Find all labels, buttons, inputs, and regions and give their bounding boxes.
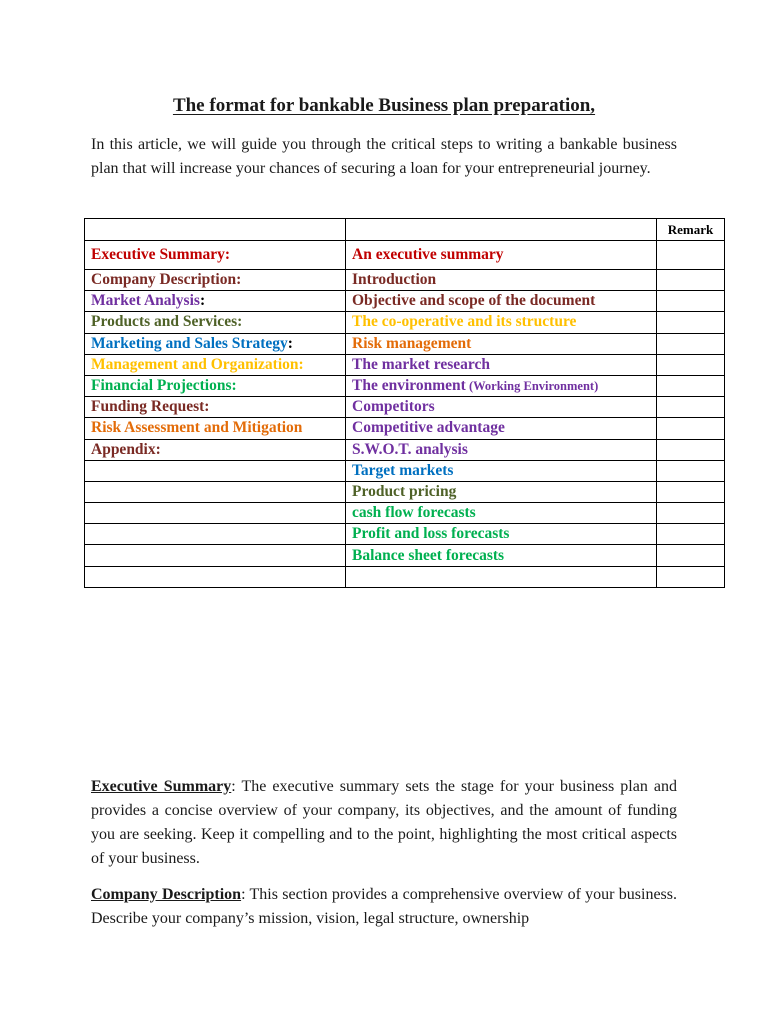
section-cell — [85, 418, 346, 439]
remark-cell — [657, 333, 725, 354]
table-row — [85, 270, 725, 291]
section-cell — [85, 333, 346, 354]
content-label: An executive summary — [352, 246, 504, 263]
content-label: Introduction — [352, 271, 437, 289]
section-label: Executive Summary: — [91, 246, 231, 263]
section-text: : This section provides a comprehensive overview of your business. Describe your company’s mission, vision, legal structure, ownership — [91, 886, 678, 927]
section-label: Funding Request: — [91, 398, 210, 416]
section-cell — [85, 566, 346, 587]
content-cell — [346, 545, 657, 566]
section-label: Risk Assessment and Mitigation — [91, 419, 303, 437]
content-label: The market research — [352, 355, 491, 373]
table-row — [85, 524, 725, 545]
section-label: Market Analysis — [91, 292, 200, 310]
section-label-colon: : — [287, 334, 293, 352]
section-text: : The executive summary sets the stage for your business plan and provides a concise overview of your company, its objectives, and the amount of funding you are seeking. Keep it compelling and to the point, highlighting the most critical aspects of your business. — [91, 778, 678, 867]
content-label: Competitive advantage — [352, 419, 505, 437]
section-label: Company Description: — [91, 271, 242, 289]
section-cell — [85, 241, 346, 270]
content-cell — [346, 333, 657, 354]
section-cell — [85, 481, 346, 502]
content-cell — [346, 270, 657, 291]
sections-body — [91, 775, 677, 943]
section-cell — [85, 545, 346, 566]
content-note: (Working Environment) — [465, 379, 599, 394]
section-label: Financial Projections: — [91, 377, 237, 395]
table-row — [85, 397, 725, 418]
remark-cell — [657, 418, 725, 439]
table-row — [85, 312, 725, 333]
section-label: Products and Services: — [91, 313, 243, 331]
content-cell — [346, 460, 657, 481]
remark-cell — [657, 270, 725, 291]
remark-cell — [657, 241, 725, 270]
remark-cell — [657, 481, 725, 502]
table-row — [85, 241, 725, 270]
content-cell — [346, 503, 657, 524]
content-cell — [346, 241, 657, 270]
table-row — [85, 481, 725, 502]
header-cell-middle — [346, 219, 657, 241]
content-label: Profit and loss forecasts — [352, 525, 510, 543]
remark-cell — [657, 375, 725, 396]
content-label: cash flow forecasts — [352, 504, 476, 522]
table-header-row — [85, 219, 725, 241]
content-label: Competitors — [352, 398, 435, 416]
content-cell — [346, 312, 657, 333]
remark-cell — [657, 291, 725, 312]
header-cell-remark: Remark — [657, 219, 725, 241]
content-cell — [346, 397, 657, 418]
table-row — [85, 566, 725, 587]
remark-cell — [657, 312, 725, 333]
remark-cell — [657, 503, 725, 524]
content-label: Target markets — [352, 461, 454, 479]
section-label-colon: : — [199, 292, 206, 310]
section-cell — [85, 375, 346, 396]
table-row — [85, 333, 725, 354]
document-title: The format for bankable Business plan preparation, — [172, 95, 596, 116]
remark-cell — [657, 566, 725, 587]
table-row — [85, 503, 725, 524]
table-row — [85, 439, 725, 460]
content-label: The co-operative and its structure — [352, 313, 577, 331]
section-cell — [85, 460, 346, 481]
table-row — [85, 291, 725, 312]
section-cell — [85, 354, 346, 375]
table-row — [85, 545, 725, 566]
remark-cell — [657, 545, 725, 566]
table-row — [85, 418, 725, 439]
table-row — [85, 460, 725, 481]
remark-cell — [657, 524, 725, 545]
content-cell — [346, 375, 657, 396]
content-label: Objective and scope of the document — [352, 292, 596, 310]
section-heading: Company Description — [91, 886, 242, 903]
content-cell — [346, 566, 657, 587]
section-cell — [85, 291, 346, 312]
section-label: Marketing and Sales Strategy — [91, 334, 288, 352]
section-paragraph — [91, 883, 677, 931]
table-row — [85, 354, 725, 375]
section-label: Appendix: — [91, 440, 161, 458]
content-cell — [346, 354, 657, 375]
content-label: Product pricing — [352, 482, 457, 500]
content-cell — [346, 418, 657, 439]
section-cell — [85, 439, 346, 460]
remark-cell — [657, 397, 725, 418]
section-paragraph — [91, 775, 677, 871]
content-label: The environment — [352, 377, 466, 395]
business-plan-table — [84, 218, 725, 588]
content-cell — [346, 291, 657, 312]
content-label: Risk management — [352, 334, 472, 352]
table-row — [85, 375, 725, 396]
content-label: S.W.O.T. analysis — [352, 440, 468, 458]
section-cell — [85, 503, 346, 524]
section-cell — [85, 397, 346, 418]
section-cell — [85, 312, 346, 333]
intro-paragraph: In this article, we will guide you through the critical steps to writing a bankable business plan that will increase your chances of securing a loan for your entrepreneurial journey. — [91, 136, 677, 177]
remark-cell — [657, 439, 725, 460]
section-heading: Executive Summary — [91, 778, 232, 795]
section-cell — [85, 270, 346, 291]
remark-cell — [657, 460, 725, 481]
header-cell-left — [85, 219, 346, 241]
content-label: Balance sheet forecasts — [352, 546, 505, 564]
content-cell — [346, 481, 657, 502]
section-cell — [85, 524, 346, 545]
content-cell — [346, 524, 657, 545]
content-cell — [346, 439, 657, 460]
remark-cell — [657, 354, 725, 375]
section-label: Management and Organization: — [91, 355, 304, 373]
